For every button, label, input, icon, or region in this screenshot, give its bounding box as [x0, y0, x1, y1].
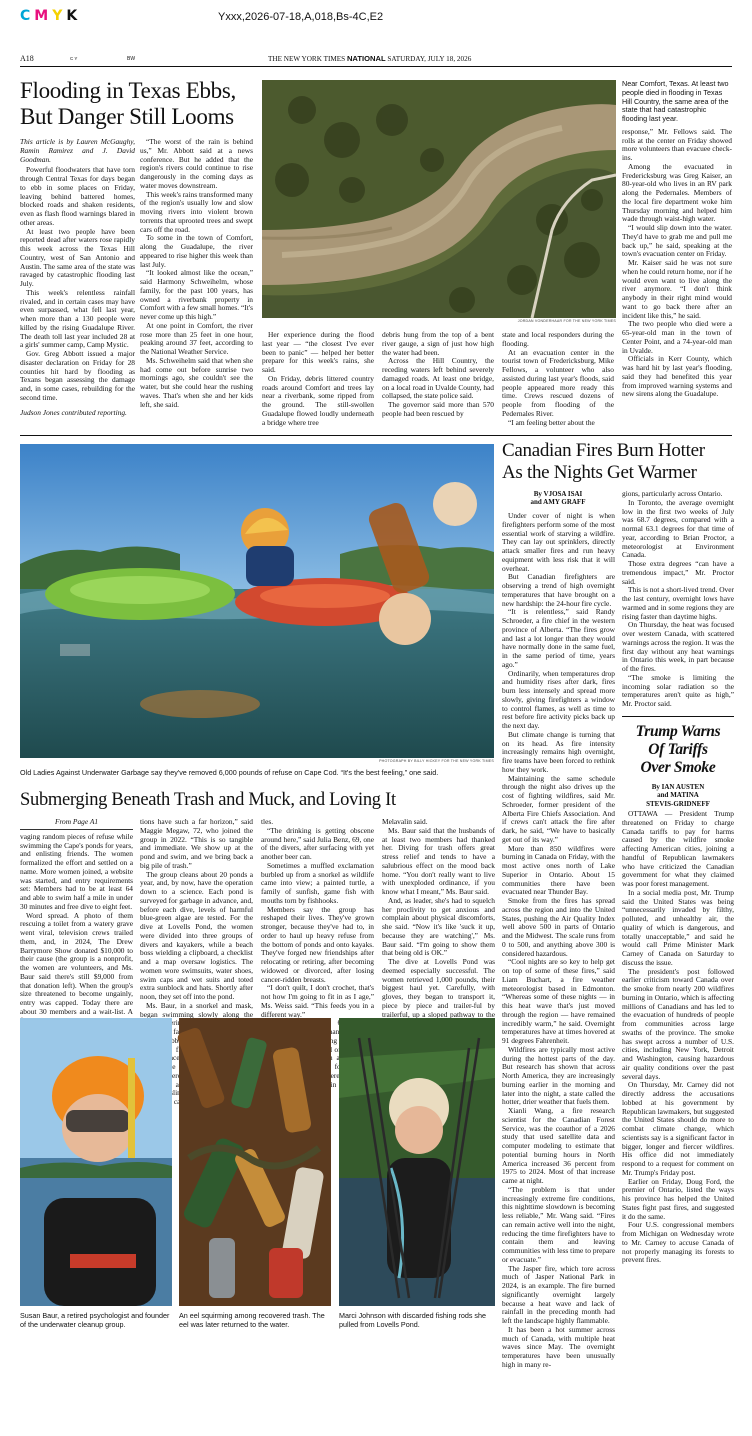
folio-section: NATIONAL [346, 54, 386, 63]
canada-paragraph: Under cover of night is when firefighters perform some of the most essential work of starving a wildfire. They can lay out sprinklers, directly attack smaller fires and run heavy equipment with less risk that it will overheat. [502, 511, 615, 573]
small-code-1: C Y [70, 56, 78, 61]
trump-box [622, 716, 734, 1426]
flood-paragraph: Her experience during the flood last year — “the closest I've ever been to panic” — helped her better prepare for this week's rains, she said. [262, 330, 374, 374]
trump-byline-line-2: and MATINA [657, 791, 699, 800]
flood-col-6 [622, 80, 732, 430]
canada-byline-line-2: and AMY GRAFF [530, 498, 586, 507]
trash-col-4 [382, 817, 495, 1019]
canada-headline [502, 440, 734, 484]
section-divider [20, 435, 732, 436]
trash-paragraph: Ms. Baur, in a snorkel and mask, began swimming slowly along the bubbles. [140, 1000, 253, 1045]
cmyk-y: Y [52, 8, 67, 24]
flood-credit-line: This article is by Lauren McGaughy, Ramin Ramirez and J. David Goodman. [20, 137, 135, 164]
trash-headline: Submerging Beneath Trash and Muck, and Loving It [20, 790, 396, 810]
trump-byline [622, 783, 734, 808]
trash-col-2 [140, 817, 253, 1098]
canada-paragraph: Wildfires are typically most active during the hottest parts of the day. But research has shown that across North America, they are increasingly burning earlier in the morning and later into the night, a state called the hotter, drier weather that fuels them. [502, 1044, 615, 1107]
folio-date: SATURDAY, JULY 18, 2026 [387, 55, 472, 63]
trash-paragraph: And, as leader, she's had to squelch her proclivity to get anxious and complain about physical discomforts, she said. “Now it's like 'suck it up, because they are watching',” Ms. Baur said. “I'm going to show them that being old is OK.” [382, 895, 495, 958]
canada-paragraph: Xianli Wang, a fire research scientist for the Canadian Forest Service, was the coauthor of a 2026 study that used satellite data and computer modeling to estimate that potential burning hours in North America increased 36 percent from 1975 to 2024. Most of that increase came at night. [502, 1106, 615, 1185]
flood-col-3 [262, 331, 374, 431]
flood-col-1 [20, 138, 135, 428]
trash-paragraph: Sometimes a muffled exclamation burbled up from a snorkel as wildlife came into view; a painted turtle, a family of sunfish, game fish with mouths torn by fishhooks. [261, 860, 374, 905]
page-number: A18 [20, 54, 34, 63]
trash-paragraph: Melavalin said. [382, 817, 428, 826]
trump-col [622, 810, 734, 1400]
canada-col-2 [622, 490, 734, 718]
flood-contributor-note: Judson Jones contributed reporting. [20, 407, 127, 417]
flood-photo-credit: JORDAN VONDERHAAR FOR THE NEW YORK TIMES [517, 319, 616, 323]
flood-paragraph: At one point in Comfort, the river rose more than 25 feet in one hour, peaking around 37 feet, according to the National Weather Service. [140, 320, 253, 356]
canada-paragraph: Ordinarily, when temperatures drop and humidity rises after dark, fires burn less intensely and spread more slowly, giving firefighters a window to control flames, as well as time to rest before fire activity picks back up the next day. [502, 668, 615, 730]
trash-paragraph: tles. [261, 817, 274, 826]
cmyk-marks [20, 8, 81, 24]
cmyk-c: C [20, 8, 35, 24]
flood-paragraph: This week's rains transformed many of the region's usually low and slow moving rivers into violent brown torrents that uprooted trees and swept cars off the road. [140, 189, 253, 234]
small-code-2: BW [127, 56, 136, 62]
trump-paragraph: OTTAWA — President Trump threatened on Friday to charge Canada tariffs to pay for harms caused by the wildfire smoke affecting American cities, joining a handful of Republican lawmakers who have criticized the Canadian government for what they claimed was poor forest management. [622, 809, 734, 889]
canada-paragraph: On Thursday, the heat was focused over western Canada, with scattered warnings across the region. It was the first day without any heat warnings in Ontario this week, in part because of the fires. [622, 620, 734, 673]
canada-paragraph: More than 850 wildfires were burning in Canada on Friday, with the most active ones north of Lake Superior in Ontario. About 15 communities there have been evacuated near Thunder Bay. [502, 843, 615, 897]
trash-paragraph: Kilimanjaro of a for “There's in [315, 1027, 351, 1089]
canada-paragraph: Smoke from the fires has spread across the region and into the United States, pushing the Air Quality Index well above 500 in parts of Ontario and the Midwest. The scale runs from 0 to 500, and anything above 300 is considered hazardous. [502, 896, 615, 958]
folio [268, 54, 471, 63]
trash-col-1 [20, 818, 133, 1016]
canada-paragraph: “The smoke is limiting the incoming solar radiation so the temperatures aren't quite as high,” Mr. Proctor said. [622, 672, 734, 708]
flood-paragraph: Ms. Schweihelm said that when she had come out before sunrise two mornings ago, she couldn't see the water, but she could hear the rushing waves. That's when she and her kids left, she said. [140, 355, 253, 409]
flood-paragraph: This week's relentless rainfall rivaled, and in certain cases may have even surpassed, what fell last year, when more than a 130 people were killed by the rising Guadalupe River. The death toll last year included 28 at a girls' summer camp, Camp Mystic. [20, 287, 135, 350]
canada-paragraph: The Jasper fire, which tore across much of Jasper National Park in 2024, is an example. The fire burned significantly overnight largely because a heat wave and lack of rainfall in the preceding month had left the landscape highly flammable. [502, 1263, 615, 1325]
eel-trash-caption: An eel squirming among recovered trash. The eel was later returned to the water. [179, 1311, 325, 1329]
flood-paragraph: On Friday, debris littered country roads around Comfort and trees lay near a riverbank, some ripped from the ground. The still-swollen Guadalupe flowed loudly underneath a bridge where tree [262, 373, 374, 427]
trash-paragraph: Members say the group has reshaped their lives. They've grown stronger, because they've had to, in order to haul up heavy refuse from the bottom of ponds and onto kayaks. They've forged new friendships after relocating or retiring, after becoming widowed or divorced, after losing cancer-ridden breasts. [261, 904, 374, 984]
trump-headline-line-1: Trump Warns [635, 723, 721, 740]
flood-paragraph: “I am feeling better about the [508, 417, 595, 427]
flood-paragraph: The two people who died were a 65-year-old man in the town of Center Point, and a 74-year-old man in Uvalde. [622, 319, 732, 355]
flood-paragraph: Gov. Greg Abbott issued a major disaster declaration on Friday for 28 counties hit hard by flooding as Texans began assessing the damage and, in some cases, rebuilding for the second time. [20, 349, 135, 402]
trash-paragraph: were slimy [166, 1070, 187, 1098]
cmyk-k: K [66, 8, 82, 24]
trump-paragraph: Earlier on Friday, Doug Ford, the premier of Ontario, listed the ways his province has helped the United States fight past fires, and suggested it do the same. [622, 1176, 734, 1221]
canada-paragraph: This is not a short-lived trend. Over the last century, overnight lows have warmed and in some regions they are rising faster than daytime highs. [622, 585, 734, 621]
flood-paragraph: “It looked almost like the ocean,” said Harmony Schweihelm, whose family, for the past 100 years, has owned a riverbank property in Comfort with a few small homes. “It's never come up this high.” [140, 268, 253, 321]
canada-byline [502, 490, 614, 507]
flood-paragraph: At an evacuation center in the tourist town of Fredericksburg, Mike Fellows, a volunteer who also assisted during last year's floods, said people appeared more ready this time. Crews rescued dozens of people from flooding of the Pedernales River. [502, 347, 614, 418]
canada-paragraph: gions, particularly across Ontario. [622, 489, 723, 498]
canada-byline-line-1: By VJOSA ISAI [533, 490, 583, 498]
flood-paragraph: Across the Hill Country, the receding waters left behind severely damaged roads. At least one bridge, on a local road in Uvalde County, had collapsed, the state police said. [382, 356, 494, 401]
flood-paragraph: Powerful floodwaters that have torn through Central Texas for days began to ebb in some places on Friday, leaving behind battered homes, blocked roads and shaken residents, even as flash flood warnings blared in other areas. [20, 165, 135, 227]
trash-paragraph: “The drinking is getting obscene around here,” said Julia Benz, 69, one of the divers, after surfacing with yet another beer can. [261, 825, 374, 861]
flood-col-5 [502, 331, 614, 431]
flood-aerial-photo [262, 80, 616, 318]
trump-headline-line-2: Of Tariffs [648, 741, 708, 758]
canada-paragraph: It has been a hot summer across much of Canada, with multiple heat waves since May. The overnight temperatures have been unusually high in many re- [502, 1324, 615, 1369]
canada-paragraph: Those extra degrees “can have a tremendous impact,” Mr. Proctor said. [622, 559, 734, 586]
trump-byline-line-1: By IAN AUSTEN [651, 783, 705, 791]
canada-headline-line-2: As the Nights Get Warmer [502, 462, 697, 483]
canada-paragraph: In Toronto, the average overnight low in the first two weeks of July was 68.7 degrees, compared with a normal 63.1 degrees for that time of year, according to Brian Proctor, a meteorologist at Environment Canada. [622, 497, 734, 560]
flood-paragraph: “I would slip down into the water. They'd have to grab me and pull me back up,” he said, speaking at the town's evacuation center on Friday. [622, 223, 732, 259]
underwater-photo-caption: Old Ladies Against Underwater Garbage say they've removed 6,000 pounds of refuse on Cape Cod. “It's the best feeling,” one said. [20, 768, 439, 777]
canada-paragraph: Maintaining the same schedule through the night also drives up the cost of fighting wildfires, said Mr. Schroeder, former president of the Alberta Fire Chiefs Association. And if crews can't attack the fire after dark, he said, “We have to basically get out of its way.” [502, 773, 615, 844]
flood-paragraph: To some in the town of Comfort, along the Guadalupe, the river appeared to rise higher this week than last July. [140, 233, 253, 269]
flood-paragraph: “The worst of the rain is behind us,” Mr. Abbott said at a news conference. But he added that the region's rivers could continue to rise dangerously in the coming days as water moves downstream. [140, 137, 253, 190]
flood-headline [20, 78, 270, 130]
folio-paper: THE NEW YORK TIMES [268, 55, 346, 63]
marci-johnson-caption: Marci Johnson with discarded fishing rods she pulled from Lovells Pond. [339, 1311, 487, 1329]
trash-paragraph: Ms. Baur said that the husbands of at least two members had thanked her. Diving for trash offers great stress relief and tends to have a salubrious effect on the mood back home. “You don't really want to live with unexploded ordinance, if you know what I meant,” Ms. Baur said. [382, 825, 495, 896]
trump-paragraph: The president's post followed earlier criticism toward Canada over the smoke from nearly 200 wildfires burning in Ontario, which is affecting millions of Canadians and has led to the evacuation of hundreds of people from communities across large swaths of the province. The smoke has swept across a number of U.S. cities, including New York, Detroit and Washington, causing hazardous air quality conditions over the past several days. [622, 966, 734, 1081]
marci-johnson-photo [339, 1018, 495, 1306]
canada-paragraph: “Cool nights are so key to help get on top of some of these fires,” said Liam Buchart, a fire weather meteorologist based in Edmonton. “Whereas some of these nights — in this heat wave that's just moved through the region — have remained incredibly warm,” he said. Overnight temperatures have at times hovered at 91 degrees Fahrenheit. [502, 957, 615, 1045]
trash-paragraph: tions have such a far horizon,” said Maggie Megaw, 72, who joined the group in 2022. “This is so tangible and immediate. We show up at the pond and swim, and we bring back a big pile of trash.” [140, 817, 253, 870]
trash-col-3 [261, 817, 374, 1089]
flood-paragraph: response,” Mr. Fellows said. The rolls at the center on Friday showed more volunteers than evacuee check-ins. [622, 126, 732, 163]
flood-col-4 [382, 331, 494, 431]
flood-paragraph: debris hung from the top of a bent river gauge, a sign of just how high the water had been. [382, 330, 494, 357]
trash-jump-line: From Page A1 [20, 818, 133, 830]
cmyk-m: M [34, 8, 53, 24]
flood-headline-line-1: Flooding in Texas Ebbs, [20, 78, 236, 103]
trump-paragraph: On Thursday, Mr. Carney did not directly address the accusations lobbed at his government by Republican lawmakers, but suggested the United States should do more to combat climate change, which scientists say is a significant factor in bigger, longer and fiercer wildfires. His office did not immediately respond to a request for comment on Mr. Trump's Friday post. [622, 1080, 734, 1177]
canada-paragraph: “It is relentless,” said Randy Schroeder, a fire chief in the western province of Alberta. “The fires grow and last a lot longer than they would have normally done in the same fuel, in the same period of time, years ago.” [502, 607, 615, 669]
trump-byline-line-3: STEVIS-GRIDNEFF [646, 799, 710, 808]
folio-rule [20, 66, 732, 67]
susan-baur-caption: Susan Baur, a retired psychologist and founder of the underwater cleanup group. [20, 1311, 170, 1329]
underwater-photo [20, 444, 494, 758]
trump-paragraph: In a social media post, Mr. Trump said the United States was being “unnecessarily invaded by filthy, polluted, and unhealthy air, the quality of which is dangerous, and totally unacceptable,” and said he would call Prime Minister Mark Carney of Canada on Saturday to discuss the issue. [622, 887, 734, 967]
canada-paragraph: But climate change is turning that on its head. As fire intensity increasingly remains high overnight, fire teams have been forced to rethink how they work. [502, 729, 615, 774]
underwater-photo-credit: PHOTOGRAPH BY BILLY HICKEY FOR THE NEW YORK TIMES [379, 759, 494, 763]
eel-trash-photo [179, 1018, 331, 1306]
flood-headline-line-2: But Danger Still Looms [20, 104, 234, 129]
flood-paragraph: At least two people have been reported dead after waters rose rapidly this week across the Texas Hill Country, west of San Antonio and Austin. The same area of the state was ravaged by catastrophic flooding last July. [20, 226, 135, 288]
trash-paragraph: vaging random pieces of refuse while swimming the Cape's ponds for years, and enlisting friends. The women formalized the effort and settled on a name. More women joined, a website was started, and entry requirements set: Members had to be at least 64 and able to swim half a mile in under 30 minutes and free dive to eight feet. [20, 831, 133, 911]
canada-paragraph: But Canadian firefighters are observing a trend of high overnight temperatures that have brought on a new hardship: the 24-hour fire cycle. [502, 572, 615, 608]
canada-col-1 [502, 512, 615, 1424]
flood-col-2 [140, 138, 253, 428]
flood-paragraph: The governor said more than 570 people had been rescued by [382, 400, 494, 418]
flood-paragraph: state and local responders during the flooding. [502, 330, 614, 348]
trump-headline [622, 723, 734, 777]
flood-paragraph: Officials in Kerr County, which was hard hit by last year's flooding, said they had benefited this year from improved warning systems and new sirens along the Guadalupe. [622, 354, 732, 399]
trash-paragraph: The group cleans about 20 ponds a year, and, by now, have the operation down to a science. Each pond is surveyed for garbage in advance, and, before each dive, levels of harmful blue-green algae are tested. For the dive at Lovells Pond, the women were divided into three groups of divers and kayakers, while a beach boss wielding a clipboard, a checklist and a map oversaw logistics. The women wore swimsuits, water shoes, swim caps and wet suits and toted extra sunblock and hats. Shortly after noon, they set off into the pond. [140, 869, 253, 1001]
trash-paragraph: Word spread. A photo of them rescuing a toilet from a watery grave went viral, television crews trailed them, and, in 2024, The Drew Barrymore Show donated $10,000 to their cause (the group is a nonprofit, the women are volunteers, and Ms. Baur said there's still $9,000 from that donation left). When the group's size threatened to become ungainly, entry was capped. Today there are about 30 members and a wait-list. A [20, 910, 133, 1016]
flood-paragraph: Mr. Kaiser said he was not sure when he could return home, nor if he would even want to live along the river anymore. “I don't think anybody in their right mind would want to go back there after an incident like this,” he said. [622, 258, 732, 320]
canada-headline-line-1: Canadian Fires Burn Hotter [502, 440, 705, 461]
plate-id: Yxxx,2026-07-18,A,018,Bs-4C,E2 [218, 11, 384, 23]
flood-photo-caption: Near Comfort, Texas. At least two people died in flooding in Texas Hill Country, the same area of the state that had catastrophic flooding last year. [622, 79, 729, 124]
susan-baur-photo [20, 1018, 172, 1306]
trash-paragraph: “I don't quilt, I don't crochet, that's not how I'm going to fit in as I age,” Ms. Weiss said. “This feeds you in a different way.” [261, 983, 374, 1019]
trump-headline-line-3: Over Smoke [640, 759, 716, 776]
trash-paragraph: The dive at Lovells Pond was deemed especially successful. The women retrieved 1,000 pounds, their biggest haul yet. Carefully, with gloves, they began to transport it, piece by piece and trailer-ful by trailerful, up a sloped pathway to the [382, 957, 495, 1019]
canada-paragraph: “The problem is that under increasingly extreme fire conditions, this nighttime slowdown is becoming less reliable,” Mr. Wang said. “Fires can remain active well into the night, reducing the time firefighters have to contain them and leaving communities with less time to prepare or evacuate.” [502, 1184, 615, 1264]
trump-paragraph: Four U.S. congressional members from Michigan on Wednesday wrote to Mr. Carney to accuse Canada of not properly managing its forests to prevent fires. [622, 1220, 734, 1265]
flood-paragraph: Among the evacuated in Fredericksburg was Greg Kaiser, an 80-year-old who lives in an RV park along the Pedernales. Members of the local fire department woke him Thursday morning and helped him wade through waist-high water. [622, 161, 732, 224]
